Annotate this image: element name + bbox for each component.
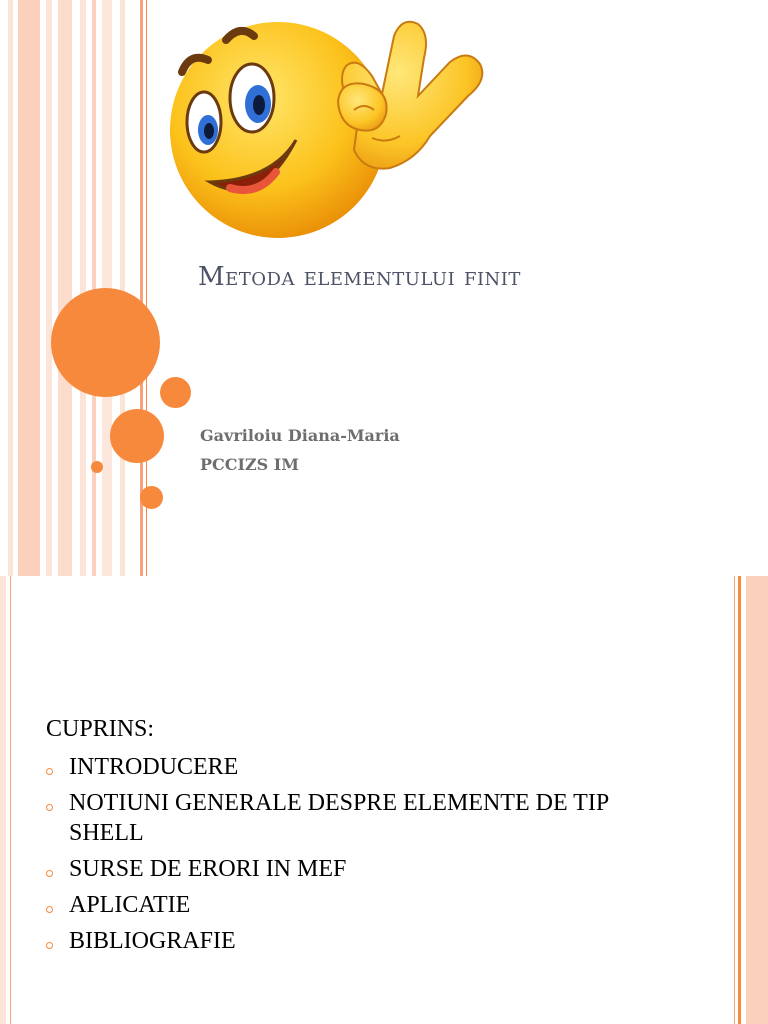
list-item-label: INTRODUCERE: [69, 754, 239, 780]
list-item-label: NOTIUNI GENERALE DESPRE ELEMENTE DE TIP SHELL: [69, 790, 609, 846]
list-item: [46, 854, 686, 884]
list-item-label: APLICATIE: [69, 892, 191, 918]
decorative-stripe: [120, 0, 125, 576]
bullet-icon: [46, 942, 53, 949]
decorative-stripe: [746, 576, 768, 1024]
bullet-icon: [46, 768, 53, 775]
author-group: PCCIZS IM: [200, 455, 299, 474]
smiley-ok-hand-icon: [168, 10, 498, 250]
list-item: [46, 926, 686, 956]
list-item: [46, 752, 686, 782]
bullet-icon: [46, 906, 53, 913]
decorative-stripe: [18, 0, 40, 576]
decorative-stripe: [46, 0, 52, 576]
list-item-label: BIBLIOGRAFIE: [69, 928, 236, 954]
bullet-icon: [46, 870, 53, 877]
decorative-stripe: [738, 576, 741, 1024]
list-item-label: SURSE DE ERORI IN MEF: [69, 856, 347, 882]
decorative-circle: [91, 461, 103, 473]
decorative-circle: [110, 409, 164, 463]
decorative-stripe: [0, 576, 6, 1024]
decorative-circle: [140, 486, 163, 509]
decorative-stripe: [10, 576, 11, 1024]
decorative-stripe: [58, 0, 72, 576]
decorative-circle: [160, 377, 191, 408]
decorative-circle-large: [51, 288, 160, 397]
list-item: [46, 788, 686, 848]
decorative-stripe: [734, 576, 735, 1024]
decorative-stripe: [80, 0, 86, 576]
presentation-title: Metoda elementului finit: [198, 262, 521, 292]
contents-slide: [0, 576, 768, 1024]
author-name: Gavriloiu Diana-Maria: [200, 426, 400, 445]
decorative-stripe: [8, 0, 13, 576]
list-item: [46, 890, 686, 920]
bullet-icon: [46, 804, 53, 811]
contents-list: [46, 752, 686, 962]
contents-heading: CUPRINS:: [46, 716, 155, 742]
